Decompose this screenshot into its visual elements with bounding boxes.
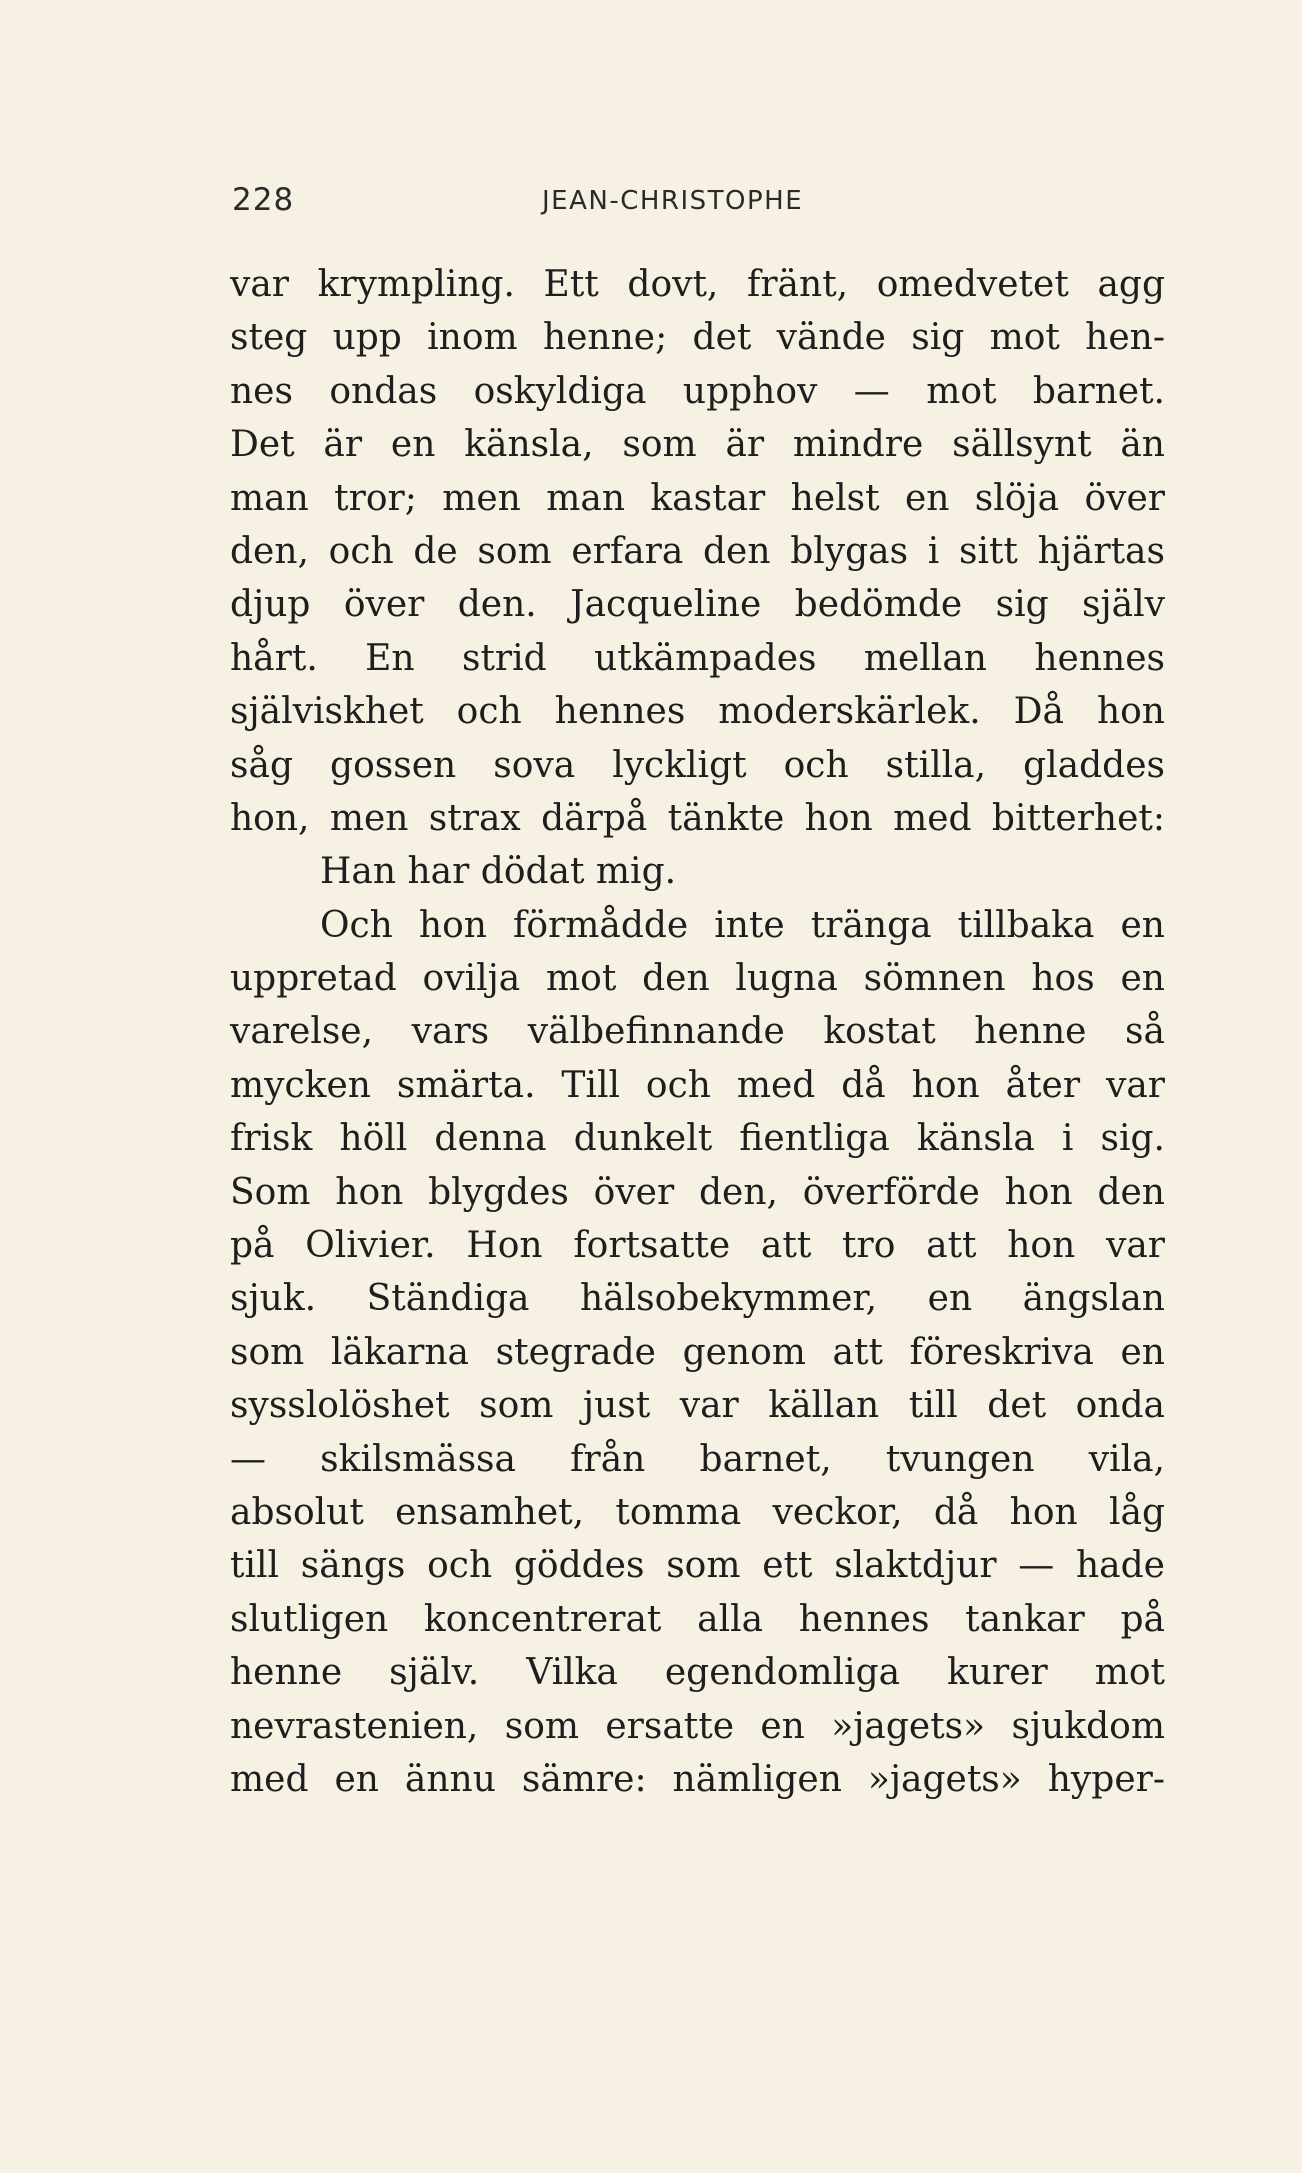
text-line: mycken smärta. Till och med då hon åter var (230, 1064, 1165, 1106)
text-line: hon, men strax därpå tänkte hon med bitterhet: (230, 797, 1165, 839)
text-line: själviskhet och hennes moderskärlek. Då hon (230, 691, 1165, 733)
text-line: hårt. En strid utkämpades mellan hennes (230, 637, 1165, 679)
text-line: Det är en känsla, som är mindre sällsynt än (230, 424, 1165, 466)
page-number: 228 (232, 182, 295, 218)
text-line: sysslolöshet som just var källan till det onda (230, 1385, 1165, 1427)
text-line: var krympling. Ett dovt, fränt, omedvetet agg (230, 264, 1165, 305)
text-line: man tror; men man kastar helst en slöja över (230, 477, 1165, 519)
page-header (232, 182, 1162, 226)
text-line: absolut ensamhet, tomma veckor, då hon låg (230, 1491, 1165, 1533)
text-line: frisk höll denna dunkelt fientliga känsla i sig. (230, 1118, 1165, 1160)
quoted-thought-line: Han har dödat mig. (320, 851, 677, 893)
text-line: nevrastenien, som ersatte en »jagets» sjukdom (230, 1705, 1165, 1747)
text-line: henne själv. Vilka egendomliga kurer mot (230, 1652, 1165, 1694)
text-line: nes ondas oskyldiga upphov — mot barnet. (230, 370, 1165, 412)
text-line: steg upp inom henne; det vände sig mot hen- (230, 317, 1165, 359)
text-line: såg gossen sova lyckligt och stilla, gladdes (230, 744, 1165, 786)
text-line: med en ännu sämre: nämligen »jagets» hyper- (230, 1758, 1165, 1800)
text-line: som läkarna stegrade genom att föreskriva en (230, 1331, 1165, 1373)
body-text (230, 258, 1165, 1806)
text-line: uppretad ovilja mot den lugna sömnen hos en (230, 958, 1165, 1000)
text-line: slutligen koncentrerat alla hennes tankar på (230, 1598, 1165, 1640)
text-line: till sängs och göddes som ett slaktdjur — hade (230, 1545, 1165, 1587)
text-line: djup över den. Jacqueline bedömde sig själv (230, 584, 1165, 626)
text-line: sjuk. Ständiga hälsobekymmer, en ängslan (230, 1278, 1165, 1320)
text-line: på Olivier. Hon fortsatte att tro att hon var (230, 1225, 1165, 1267)
text-line: Som hon blygdes över den, överförde hon den (230, 1171, 1165, 1213)
text-line: varelse, vars välbefinnande kostat henne så (230, 1011, 1165, 1053)
paragraph-start-line: Och hon förmådde inte tränga tillbaka en (320, 904, 1165, 946)
text-line: den, och de som erfara den blygas i sitt hjärtas (230, 530, 1165, 572)
running-title: JEAN-CHRISTOPHE (542, 186, 804, 216)
text-line: — skilsmässa från barnet, tvungen vila, (230, 1438, 1165, 1480)
